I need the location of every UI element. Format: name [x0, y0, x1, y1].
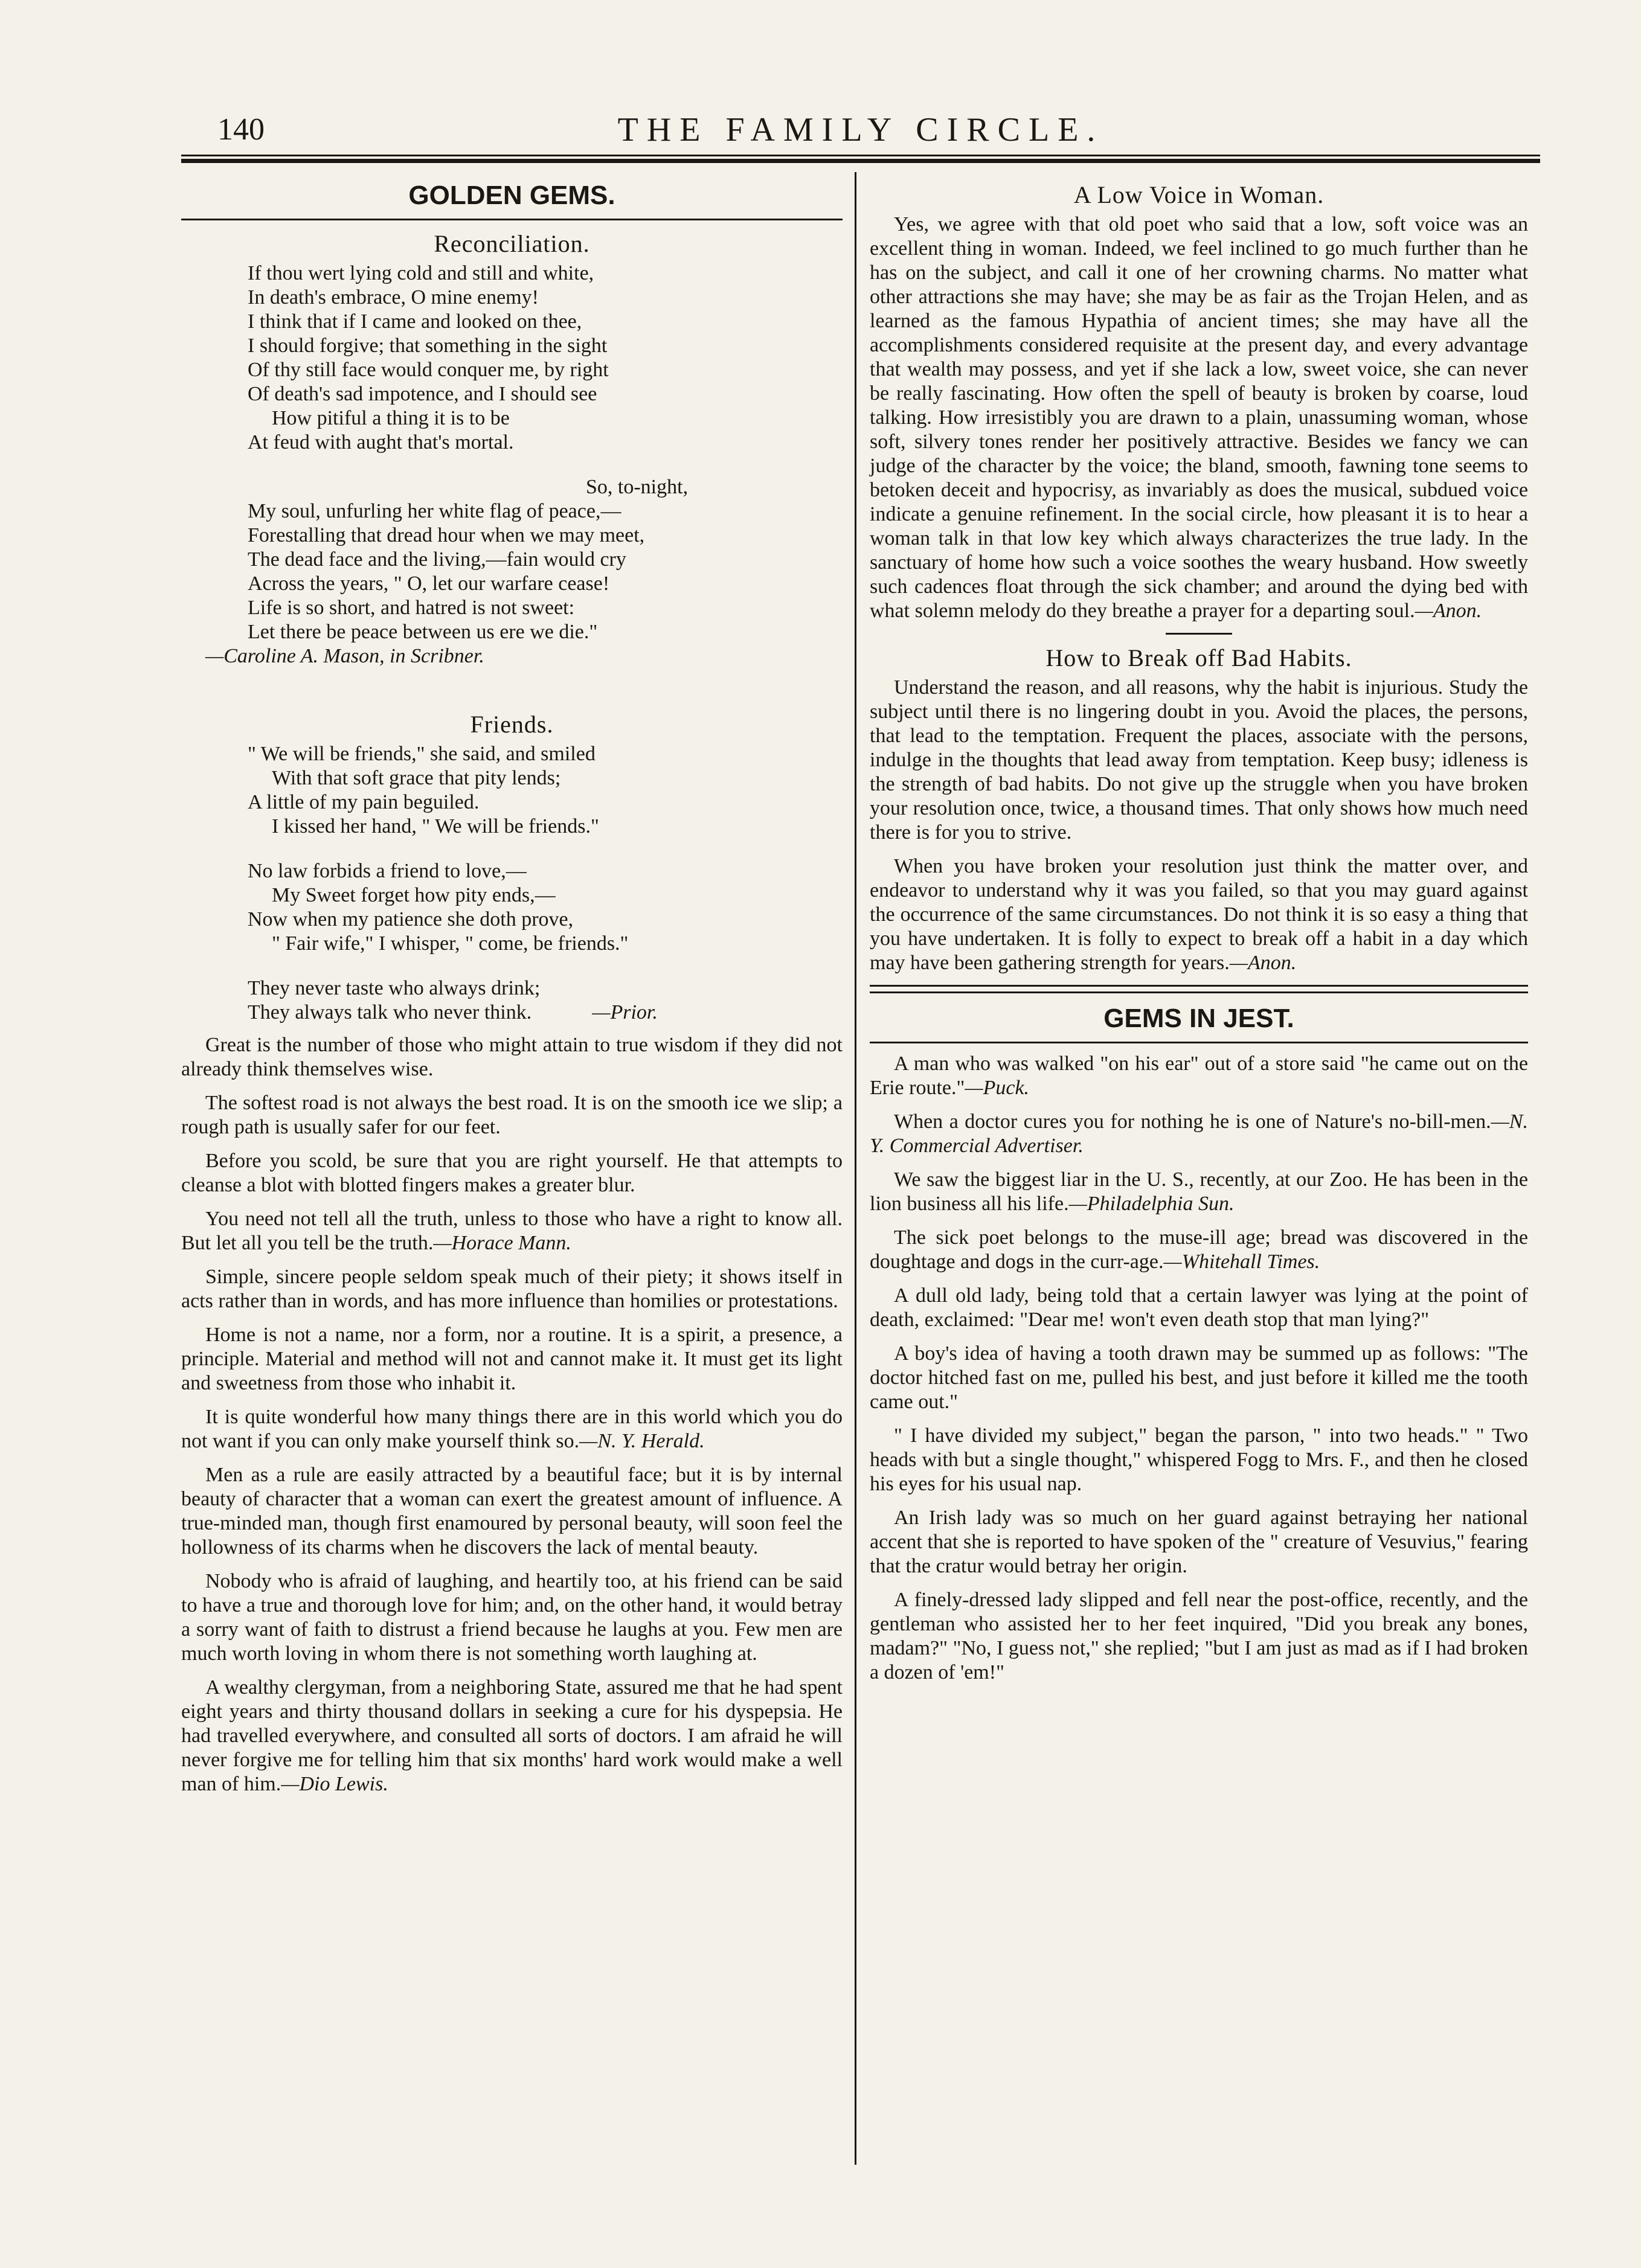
poem-line: With that soft grace that pity lends; — [272, 767, 561, 789]
poem-line: The dead face and the living,—fain would cry — [248, 548, 626, 571]
page-number: 140 — [217, 112, 265, 147]
poem-line: I kissed her hand, " We will be friends." — [272, 815, 599, 838]
poem-line: Life is so short, and hatred is not sweet: — [248, 597, 575, 619]
gem-paragraph: Simple, sincere people seldom speak much of their piety; it shows itself in acts rather than in words, and has more influence than homilies or protestations. — [181, 1266, 843, 1312]
column-divider — [855, 172, 856, 2165]
poem-line: If thou wert lying cold and still and white, — [248, 262, 594, 284]
gem-paragraph: Men as a rule are easily attracted by a beautiful face; but it is by internal beauty of character that a woman can exert the greatest amount of influence. A true-minded man, though first enamoured by personal beauty, will soon feel the hollowness of its charms when he discovers the lack of mental beauty. — [181, 1464, 843, 1558]
source-attribution: —Whitehall Times. — [1163, 1251, 1320, 1273]
left-column — [181, 175, 843, 1806]
poem-reconciliation — [248, 261, 843, 644]
divider — [181, 219, 843, 220]
poem-line: Now when my patience she doth prove, — [248, 908, 574, 931]
poem-line: How pitiful a thing it is to be — [272, 407, 510, 429]
gem-paragraph: Home is not a name, nor a form, nor a routine. It is a spirit, a presence, a principle. Material and method will not and cannot make it. It must get its light and sweetness from those who inhabit it. — [181, 1324, 843, 1394]
source-attribution: —Anon. — [1229, 952, 1297, 974]
source-attribution: —Dio Lewis. — [281, 1773, 388, 1795]
source-attribution: —N. Y. Commercial Advertiser. — [870, 1110, 1528, 1157]
article-paragraph: When you have broken your resolution just think the matter over, and endeavor to understand why it was you failed, so that you may guard against the occurrence of the same circumstances. Do not think it is so easy a thing that you have undertaken. It is folly to expect to break off a habit in a day which may have been gathering strength for years.—Anon. — [870, 855, 1528, 974]
jest-item: When a doctor cures you for nothing he is one of Nature's no-bill-men.—N. Y. Commercial Advertiser. — [870, 1110, 1528, 1157]
page-header — [181, 109, 1540, 157]
gem-paragraph: It is quite wonderful how many things there are in this world which you do not want if you can only make yourself think so.—N. Y. Herald. — [181, 1406, 843, 1452]
gem-paragraph: You need not tell all the truth, unless to those who have a right to know all. But let all you tell be the truth.—Horace Mann. — [181, 1208, 843, 1254]
source-attribution: —N. Y. Herald. — [579, 1430, 705, 1452]
poem-title-friends: Friends. — [470, 711, 554, 738]
source-attribution: —Philadelphia Sun. — [1068, 1193, 1235, 1215]
jest-item: The sick poet belongs to the muse-ill age; bread was discovered in the doughtage and dogs in the curr-age.—Whitehall Times. — [870, 1226, 1528, 1273]
poem-line: They never taste who always drink; — [248, 977, 541, 999]
poem-friends — [248, 742, 843, 1025]
jest-item: A boy's idea of having a tooth drawn may be summed up as follows: "The doctor hitched fast on me, pulled his best, and just before it killed me the tooth came out." — [870, 1342, 1528, 1413]
jest-item: A dull old lady, being told that a certain lawyer was lying at the point of death, exclaimed: "Dear me! won't even death stop that man lying?" — [870, 1284, 1528, 1331]
source-attribution: —Anon. — [1415, 600, 1482, 622]
poem-line: Of death's sad impotence, and I should see — [248, 383, 597, 405]
gem-paragraph: Before you scold, be sure that you are right yourself. He that attempts to cleanse a blot with blotted fingers makes a greater blur. — [181, 1150, 843, 1196]
poem-line: My Sweet forget how pity ends,— — [272, 884, 556, 906]
poem-line: In death's embrace, O mine enemy! — [248, 286, 539, 309]
jest-item: " I have divided my subject," began the parson, " into two heads." " Two heads with but a single thought," whispered Fogg to Mrs. F., and then he closed his eyes for his usual nap. — [870, 1424, 1528, 1495]
divider — [1166, 633, 1232, 635]
article-title-bad-habits: How to Break off Bad Habits. — [1045, 644, 1352, 671]
jest-item: A man who was walked "on his ear" out of a store said "he came out on the Erie route."—Puck. — [870, 1052, 1528, 1099]
gem-paragraph: Great is the number of those who might attain to true wisdom if they did not already think themselves wise. — [181, 1034, 843, 1080]
poem-line: A little of my pain beguiled. — [248, 791, 480, 813]
poem-line: I think that if I came and looked on thee, — [248, 310, 582, 333]
article-paragraph: Understand the reason, and all reasons, why the habit is injurious. Study the subject until there is no lingering doubt in you. Avoid the places, the persons, that lead to the temptation. Frequent the places, associate with the persons, indulge in the thoughts that lead away from temptation. Keep busy; idleness is the strength of bad habits. Do not give up the struggle when you have broken your resolution once, twice, a thousand times. That only shows how much need there is for you to strive. — [870, 676, 1528, 844]
section-heading-golden-gems: GOLDEN GEMS. — [408, 181, 615, 210]
poem-attribution: —Prior. — [592, 1001, 658, 1023]
header-rule — [181, 155, 1540, 163]
poem-attribution: —Caroline A. Mason, in Scribner. — [205, 645, 484, 667]
jest-item: A finely-dressed lady slipped and fell near the post-office, recently, and the gentleman who assisted her to her feet inquired, "Did you break any bones, madam?" "No, I guess not," she replied; "but I am just as mad as if I had broken a dozen of 'em!" — [870, 1589, 1528, 1683]
source-attribution: —Horace Mann. — [433, 1232, 571, 1254]
poem-line: So, to-night, — [586, 476, 689, 498]
poem-line-text: They always talk who never think. — [248, 1001, 532, 1023]
poem-line — [248, 1001, 843, 1025]
article-title-low-voice: A Low Voice in Woman. — [1073, 181, 1325, 208]
poem-line: Across the years, " O, let our warfare cease! — [248, 572, 610, 595]
poem-line: " Fair wife," I whisper, " come, be friends." — [272, 932, 629, 955]
poem-line: At feud with aught that's mortal. — [248, 431, 514, 453]
gem-paragraph: The softest road is not always the best road. It is on the smooth ice we slip; a rough path is usually safer for our feet. — [181, 1092, 843, 1138]
poem-line: No law forbids a friend to love,— — [248, 860, 527, 882]
jest-item: An Irish lady was so much on her guard against betraying her national accent that she is reported to have spoken of the " creature of Vesuvius," fearing that the cratur would betray her origin. — [870, 1507, 1528, 1577]
jest-item: We saw the biggest liar in the U. S., recently, at our Zoo. He has been in the lion business all his life.—Philadelphia Sun. — [870, 1168, 1528, 1215]
running-title: THE FAMILY CIRCLE. — [617, 111, 1104, 149]
article-paragraph: Yes, we agree with that old poet who said that a low, soft voice was an excellent thing in woman. Indeed, we feel inclined to go much further than he has on the subject, and call it one of her crowning charms. No matter what other attractions she may have; she may be as fair as the Trojan Helen, and as learned as the famous Hypathia of ancient times; she may have all the accomplishments considered requisite at the present day, and every advantage that wealth may possess, and yet if she lack a low, sweet voice, she can never be really fascinating. How often the spell of beauty is broken by coarse, loud talking. How irresistibly you are drawn to a plain, unassuming woman, whose soft, silvery tones render her positively attractive. Besides we fancy we can judge of the character by the voice; the bland, smooth, fawning tone seems to betoken deceit and hypocrisy, as invariably as does the musical, subdued voice indicate a genuine refinement. In the social circle, how pleasant it is to hear a woman talk in that low key which always characterizes the true lady. In the sanctuary of home how such a voice soothes the weary husband. How sweetly such cadences float through the sick chamber; and around the dying bed with what solemn melody do they breathe a prayer for a departing soul.—Anon. — [870, 213, 1528, 622]
poem-title-reconciliation: Reconciliation. — [434, 230, 590, 257]
divider — [870, 985, 1528, 993]
gem-paragraph: A wealthy clergyman, from a neighboring State, assured me that he had spent eight years and thirty thousand dollars in seeking a cure for his dyspepsia. He had travelled everywhere, and consulted all sorts of doctors. I am afraid he will never forgive me for telling him that six months' hard work would make a well man of him.—Dio Lewis. — [181, 1676, 843, 1795]
poem-line: Forestalling that dread hour when we may meet, — [248, 524, 645, 546]
source-attribution: —Puck. — [965, 1077, 1030, 1099]
poem-line: Of thy still face would conquer me, by right — [248, 359, 609, 381]
poem-line: Let there be peace between us ere we die." — [248, 621, 598, 643]
divider — [870, 1042, 1528, 1043]
section-heading-gems-in-jest: GEMS IN JEST. — [1103, 1004, 1294, 1033]
poem-line: I should forgive; that something in the sight — [248, 335, 608, 357]
poem-line: " We will be friends," she said, and smiled — [248, 743, 596, 765]
gem-paragraph: Nobody who is afraid of laughing, and heartily too, at his friend can be said to have a true and thorough love for him; and, on the other hand, it would betray a sorry want of faith to distrust a friend because he laughs at you. Few men are much worth loving in whom there is not something worth laughing at. — [181, 1570, 843, 1665]
poem-line: My soul, unfurling her white flag of peace,— — [248, 500, 621, 522]
right-column — [870, 175, 1528, 1694]
